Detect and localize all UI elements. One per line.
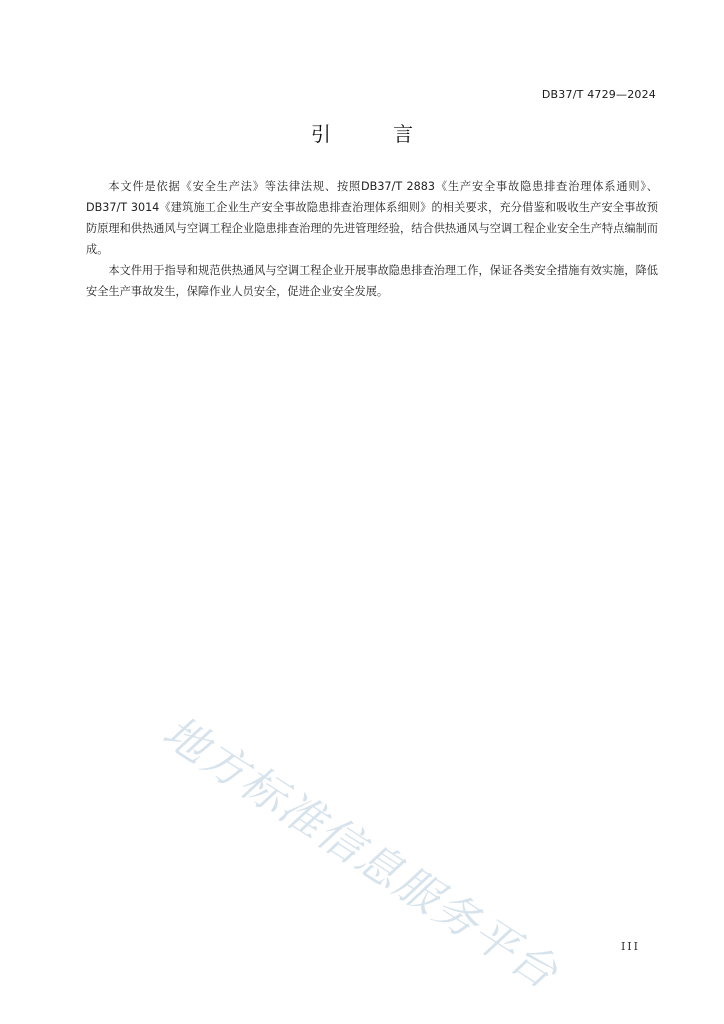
paragraph: 本文件用于指导和规范供热通风与空调工程企业开展事故隐患排查治理工作，保证各类安全措施有效实施，降低安全生产事故发生，保障作业人员安全，促进企业安全发展。 xyxy=(86,264,658,298)
page-number: III xyxy=(620,940,640,953)
document-code: DB37/T 4729—2024 xyxy=(541,88,656,101)
paragraph: 本文件是依据《安全生产法》等法律法规、按照DB37/T 2883《生产安全事故隐患排查治理体系通则》、DB37/T 3014《建筑施工企业生产安全事故隐患排查治理体系细则》的相关要求，充分借鉴和吸收生产安全事故预防原理和供热通风与空调工程企业隐患排查治理的先进管理经验，结合供热通风与空调工程企业安全生产特点编制而成。 xyxy=(86,180,658,256)
watermark: 地方标准信息服务平台 xyxy=(153,706,568,1000)
body-text xyxy=(86,176,658,302)
page-title: 引 言 xyxy=(310,122,442,146)
